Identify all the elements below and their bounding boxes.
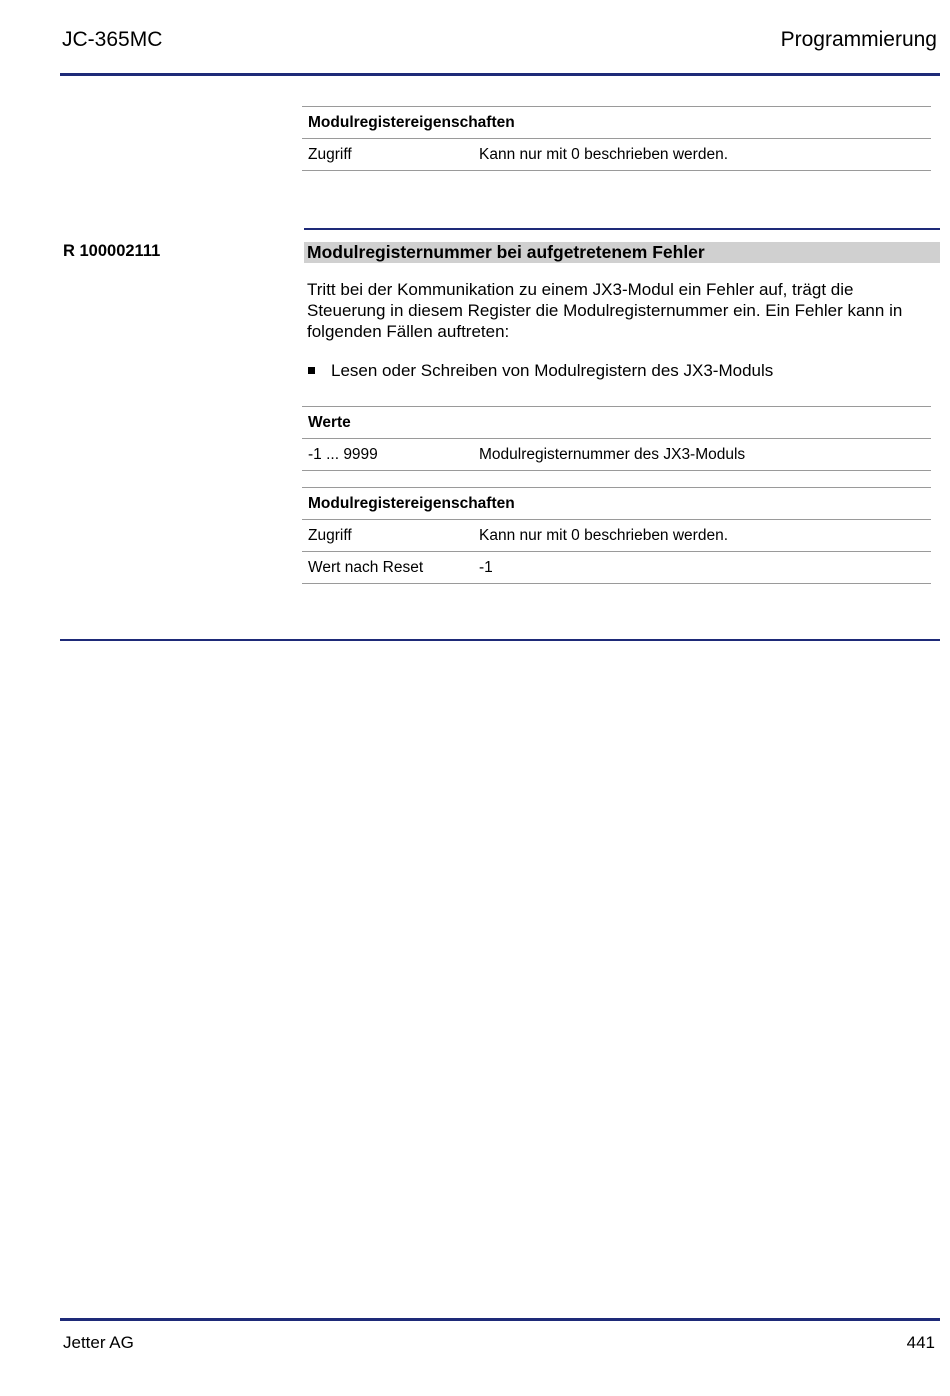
section-body-text: Tritt bei der Kommunikation zu einem JX3-Modul ein Fehler auf, trägt die Steuerung in diesem Register die Modulregisternummer ein. Ein Fehler kann in folgenden Fällen auftreten:: [307, 280, 903, 341]
table-cell-value: -1: [479, 559, 493, 576]
footer-rule: [60, 1318, 940, 1321]
table-cell-key: Zugriff: [308, 527, 352, 544]
table-header-row: [302, 406, 931, 439]
table-cell-key: Wert nach Reset: [308, 559, 424, 576]
section-rule: [304, 228, 940, 230]
bullet-text: Lesen oder Schreiben von Modulregistern des JX3-Moduls: [331, 361, 774, 380]
header-chapter-title: Programmierung: [780, 28, 937, 51]
table-row: [302, 139, 931, 171]
properties-table: [302, 487, 931, 584]
values-table: [302, 406, 931, 471]
table-row: [302, 520, 931, 552]
table-header-row: [302, 106, 931, 139]
bullet-list-item: [307, 360, 773, 381]
table-cell-key: -1 ... 9999: [308, 446, 378, 463]
table-row: [302, 439, 931, 471]
section-end-rule: [60, 639, 940, 641]
table-cell-value: Kann nur mit 0 beschrieben werden.: [479, 146, 729, 163]
table-row: [302, 552, 931, 584]
table-heading: Modulregistereigenschaften: [308, 114, 515, 131]
bullet-square-icon: [308, 367, 315, 374]
footer-company: Jetter AG: [63, 1333, 134, 1352]
page-number: 441: [906, 1333, 935, 1352]
table-heading: Modulregistereigenschaften: [308, 495, 515, 512]
header-product-name: JC-365MC: [62, 28, 163, 51]
table-heading: Werte: [308, 414, 351, 431]
table-cell-value: Kann nur mit 0 beschrieben werden.: [479, 527, 729, 544]
register-number: R 100002111: [63, 242, 161, 260]
table-header-row: [302, 487, 931, 520]
header-rule: [60, 73, 940, 76]
section-title: Modulregisternummer bei aufgetretenem Fehler: [304, 242, 940, 263]
table-cell-value: Modulregisternummer des JX3-Moduls: [479, 446, 746, 463]
top-properties-table: [302, 106, 931, 171]
table-cell-key: Zugriff: [308, 146, 352, 163]
